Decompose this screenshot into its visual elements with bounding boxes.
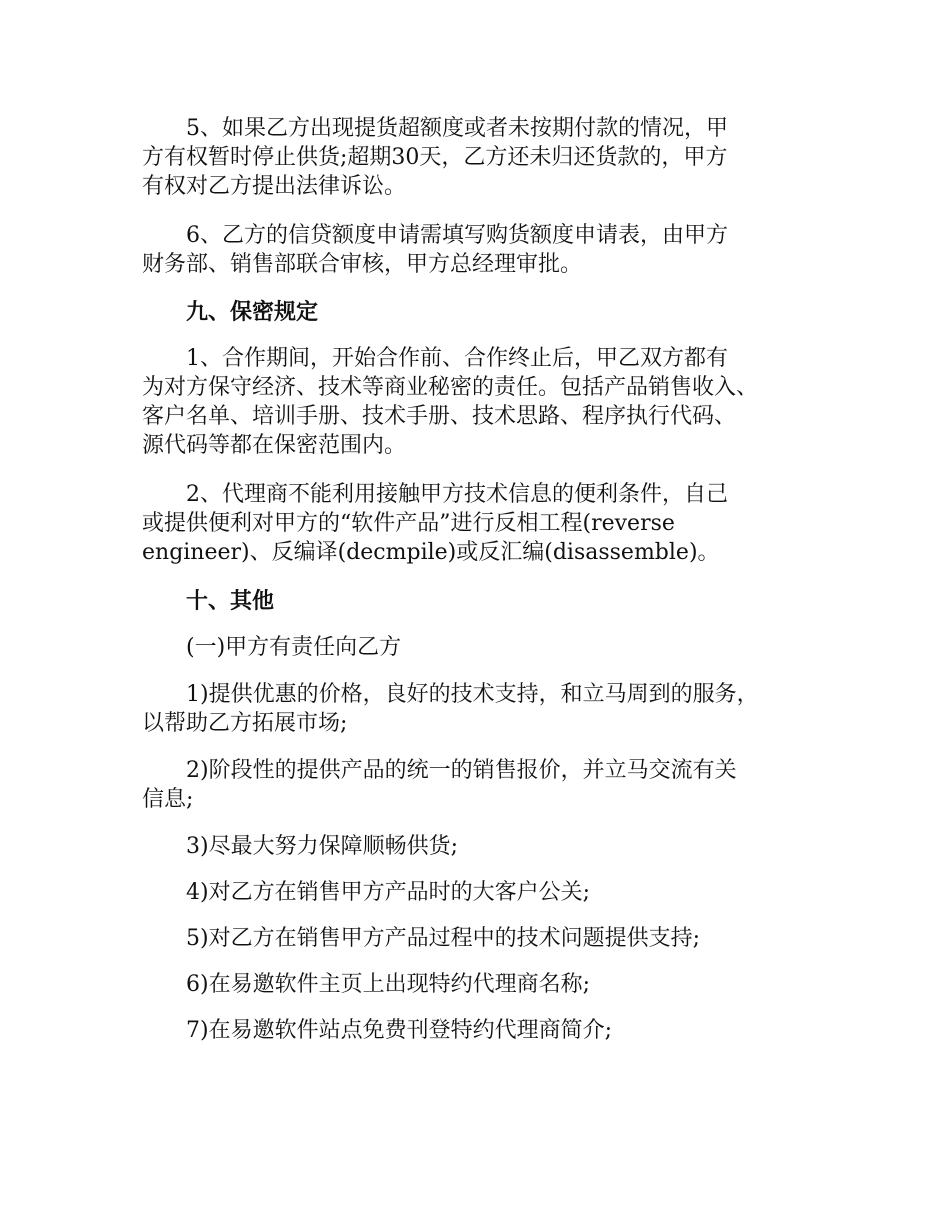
- section-heading-other: 十、其他: [186, 588, 275, 614]
- paragraph-5-line-3: 有权对乙方提出法律诉讼。: [142, 174, 407, 199]
- item-5: 5)对乙方在销售甲方产品过程中的技术问题提供支持;: [186, 926, 700, 951]
- item-2-line-2: 信息;: [142, 787, 194, 812]
- clause-2-line-3: engineer)、反编译(decmpile)或反汇编(disassemble)。: [142, 540, 720, 565]
- clause-1-line-4: 源代码等都在保密范围内。: [142, 433, 407, 458]
- item-1-line-2: 以帮助乙方拓展市场;: [142, 711, 348, 736]
- item-3: 3)尽最大努力保障顺畅供货;: [186, 834, 458, 859]
- clause-1-line-1: 1、合作期间，开始合作前、合作终止后，甲乙双方都有: [186, 346, 728, 371]
- section-heading-confidentiality: 九、保密规定: [186, 299, 319, 325]
- clause-1-line-2: 为对方保守经济、技术等商业秘密的责任。包括产品销售收入、: [142, 375, 759, 400]
- clause-2-line-2: 或提供便利对甲方的“软件产品”进行反相工程(reverse: [142, 511, 675, 536]
- item-4: 4)对乙方在销售甲方产品时的大客户公关;: [186, 880, 590, 905]
- item-2-line-1: 2)阶段性的提供产品的统一的销售报价，并立马交流有关: [186, 758, 737, 783]
- item-6: 6)在易邀软件主页上出现特约代理商名称;: [186, 972, 590, 997]
- clause-2-line-1: 2、代理商不能利用接触甲方技术信息的便利条件，自己: [186, 482, 728, 507]
- subsection-a-heading: (一)甲方有责任向乙方: [186, 635, 402, 660]
- paragraph-6-line-1: 6、乙方的信贷额度申请需填写购货额度申请表，由甲方: [186, 223, 728, 248]
- paragraph-6-line-2: 财务部、销售部联合审核，甲方总经理审批。: [142, 252, 583, 277]
- clause-1-line-3: 客户名单、培训手册、技术手册、技术思路、程序执行代码、: [142, 404, 737, 429]
- item-1-line-1: 1)提供优惠的价格，良好的技术支持，和立马周到的服务，: [186, 682, 759, 707]
- paragraph-5-line-2: 方有权暂时停止供货;超期30天，乙方还未归还货款的，甲方: [142, 145, 728, 170]
- item-7: 7)在易邀软件站点免费刊登特约代理商简介;: [186, 1018, 612, 1043]
- paragraph-5-line-1: 5、如果乙方出现提货超额度或者未按期付款的情况，甲: [186, 116, 728, 141]
